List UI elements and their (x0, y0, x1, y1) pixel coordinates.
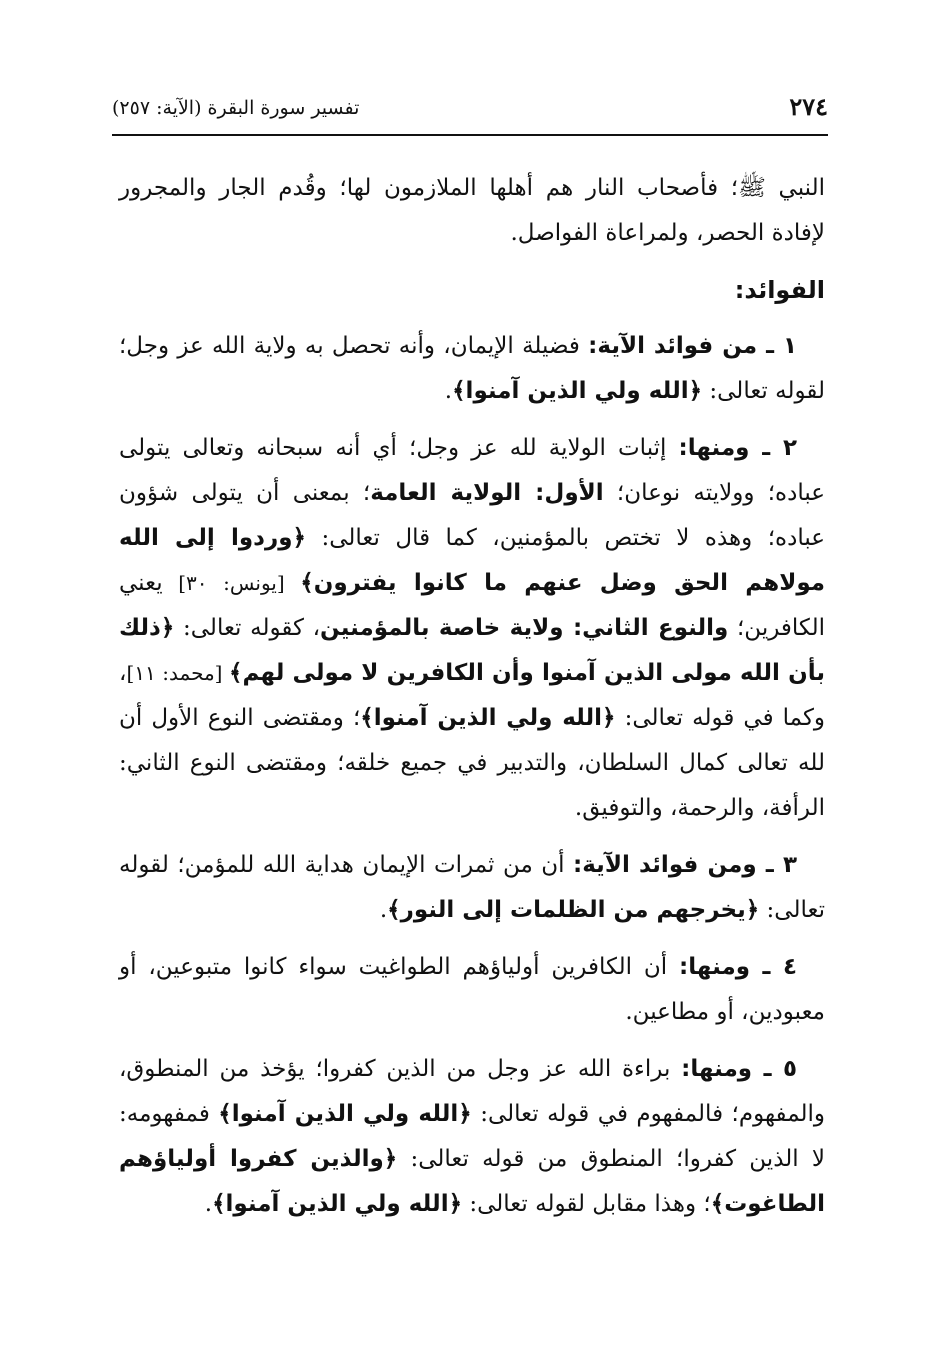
point-5-quote-c: ﴿الله ولي الذين آمنوا﴾ (212, 1191, 463, 1217)
point-2-bold-a: الأول: الولاية العامة (370, 480, 604, 506)
point-5 (119, 1047, 825, 1227)
header-divider (112, 134, 828, 136)
point-2-quote-b: ﴿ذلك بأن الله مولى الذين آمنوا وأن الكافرين لا مولى لهم﴾ (119, 615, 825, 686)
point-1-text-a: فضيلة الإيمان، وأنه تحصل به ولاية الله عز وجل؛ لقوله تعالى: (119, 333, 825, 404)
point-3-lead: ٣ ـ ومن فوائد الآية: (573, 852, 797, 878)
point-2 (119, 426, 825, 831)
point-1 (119, 324, 825, 414)
point-5-lead: ٥ ـ ومنها: (681, 1056, 797, 1082)
point-5-quote-a: ﴿الله ولي الذين آمنوا﴾ (218, 1101, 472, 1127)
point-1-quote-a: ﴿الله ولي الذين آمنوا﴾ (452, 378, 703, 404)
point-1-lead: ١ ـ من فوائد الآية: (588, 333, 797, 359)
point-2-quote-a: ﴿وردوا إلى الله مولاهم الحق وضل عنهم ما كانوا يفترون﴾ (119, 525, 825, 596)
section-heading: الفوائد: (734, 276, 825, 304)
intro-paragraph (119, 166, 825, 256)
point-3-text-a: أن من ثمرات الإيمان هداية الله للمؤمن؛ لقوله تعالى: (119, 852, 825, 923)
point-1-text-b: . (444, 378, 453, 404)
point-2-bold-b: والنوع الثاني: ولاية خاصة بالمؤمنين (320, 615, 729, 641)
point-4 (119, 945, 825, 1035)
point-3 (119, 843, 825, 933)
point-2-text-a: إثبات الولاية لله عز وجل؛ أي أنه سبحانه وتعالى يتولى عباده؛ وولايته نوعان؛ (119, 435, 826, 506)
point-2-lead: ٢ ـ ومنها: (678, 435, 797, 461)
page-number: ٢٧٤ (789, 92, 828, 121)
point-5-text-b: فمفهومه: لا الذين كفروا؛ المنطوق من قوله تعالى: (119, 1101, 825, 1172)
point-4-text-a: أن الكافرين أولياؤهم الطواغيت سواء كانوا متبوعين، أو معبودين، أو مطاعين. (119, 954, 825, 1025)
running-title: تفسير سورة البقرة (الآية: ٢٥٧) (112, 97, 360, 119)
point-3-text-b: . (379, 897, 388, 923)
point-2-ref-a: [يونس: ٣٠] (162, 571, 301, 595)
point-2-text-c: يعني الكافرين؛ (119, 570, 826, 641)
page-body (119, 166, 825, 1239)
intro-text: النبي ﷺ؛ فأصحاب النار هم أهلها الملازمون لها؛ وقُدم الجار والمجرور لإفادة الحصر، ولمراعاة الفواصل. (119, 175, 825, 246)
point-5-quote-b: ﴿والذين كفروا أولياؤهم الطاغوت﴾ (119, 1146, 825, 1217)
point-5-text-d: . (204, 1191, 213, 1217)
point-2-ref-b: [محمد: ١١] (126, 661, 230, 685)
point-5-text-c: ؛ وهذا مقابل لقوله تعالى: (462, 1191, 711, 1217)
point-3-quote-a: ﴿يخرجهم من الظلمات إلى النور﴾ (387, 897, 760, 923)
point-5-text-a: براءة الله عز وجل من الذين كفروا؛ يؤخذ من المنطوق، والمفهوم؛ فالمفهوم في قوله تعالى: (119, 1056, 825, 1127)
point-2-text-e: ، وكما في قوله تعالى: (119, 660, 825, 731)
point-2-quote-c: ﴿الله ولي الذين آمنوا﴾ (360, 705, 616, 731)
point-2-text-f: ؛ ومقتضى النوع الأول أن لله تعالى كمال السلطان، والتدبير في جميع خلقه؛ ومقتضى النوع الثاني: الرأفة، والرحمة، والتوفيق. (119, 705, 825, 821)
point-2-text-b: ؛ بمعنى أن يتولى شؤون عباده؛ وهذه لا تختص بالمؤمنين، كما قال تعالى: (119, 480, 825, 551)
point-2-text-d: ، كقوله تعالى: (174, 615, 321, 641)
page-header (112, 92, 828, 126)
point-4-lead: ٤ ـ ومنها: (679, 954, 797, 980)
